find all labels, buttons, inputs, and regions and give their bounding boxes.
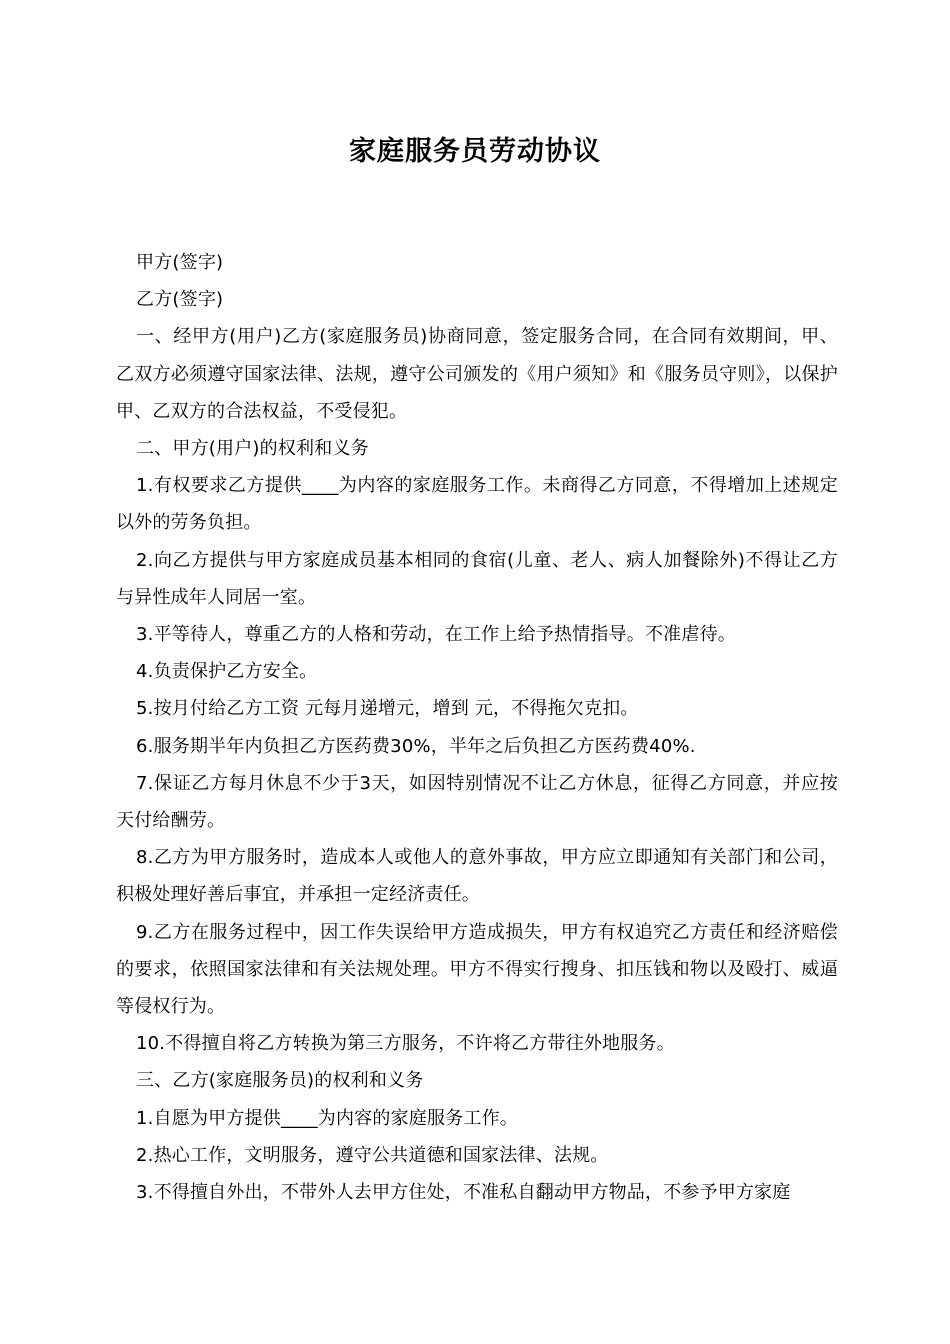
section-2-item-7: 7.保证乙方每月休息不少于3天，如因特别情况不让乙方休息，征得乙方同意，并应按天付给酬劳。 (116, 772, 838, 832)
section-2-item-5: 5.按月付给乙方工资 元每月递增元，增到 元，不得拖欠克扣。 (136, 698, 639, 720)
party-b-signature-line: 乙方(签字) (136, 289, 224, 311)
section-3-item-3: 3.不得擅自外出，不带外人去甲方住处，不准私自翻动甲方物品，不参予甲方家庭 (136, 1182, 791, 1204)
section-3-item-2: 2.热心工作，文明服务，遵守公共道德和国家法律、法规。 (136, 1144, 609, 1166)
section-2-item-9: 9.乙方在服务过程中，因工作失误给甲方造成损失，甲方有权追究乙方责任和经济赔偿的要求，依照国家法律和有关法规处理。甲方不得实行搜身、扣压钱和物以及殴打、威逼等侵权行为。 (116, 921, 838, 1018)
section-2-item-1: 1.有权要求乙方提供____为内容的家庭服务工作。未商得乙方同意，不得增加上述规定以外的劳务负担。 (116, 475, 838, 534)
section-3-heading: 三、乙方(家庭服务员)的权利和义务 (136, 1070, 424, 1092)
section-2-item-10: 10.不得擅自将乙方转换为第三方服务，不许将乙方带往外地服务。 (136, 1033, 675, 1055)
section-2-item-2: 2.向乙方提供与甲方家庭成员基本相同的食宿(儿童、老人、病人加餐除外)不得让乙方与异性成年人同居一室。 (116, 549, 838, 608)
party-a-signature-line: 甲方(签字) (136, 252, 224, 273)
document-title: 家庭服务员劳动协议 (349, 136, 601, 167)
section-2-heading: 二、甲方(用户)的权利和义务 (136, 438, 369, 460)
section-3-item-1: 1.自愿为甲方提供____为内容的家庭服务工作。 (136, 1107, 518, 1129)
section-2-item-3: 3.平等待人，尊重乙方的人格和劳动，在工作上给予热情指导。不准虐待。 (136, 624, 736, 646)
section-2-item-8: 8.乙方为甲方服务时，造成本人或他人的意外事故，甲方应立即通知有关部门和公司，积极处理好善后事宜，并承担一定经济责任。 (116, 847, 838, 906)
section-1-paragraph: 一、经甲方(用户)乙方(家庭服务员)协商同意，签定服务合同，在合同有效期间，甲、乙双方必须遵守国家法律、法规，遵守公司颁发的《用户须知》和《服务员守则》，以保护甲、乙双方的合法权益，不受侵犯。 (116, 326, 838, 422)
section-2-item-6: 6.服务期半年内负担乙方医药费30%，半年之后负担乙方医药费40%. (136, 735, 696, 757)
section-2-item-4: 4.负责保护乙方安全。 (136, 661, 318, 683)
document-body (116, 244, 838, 1211)
